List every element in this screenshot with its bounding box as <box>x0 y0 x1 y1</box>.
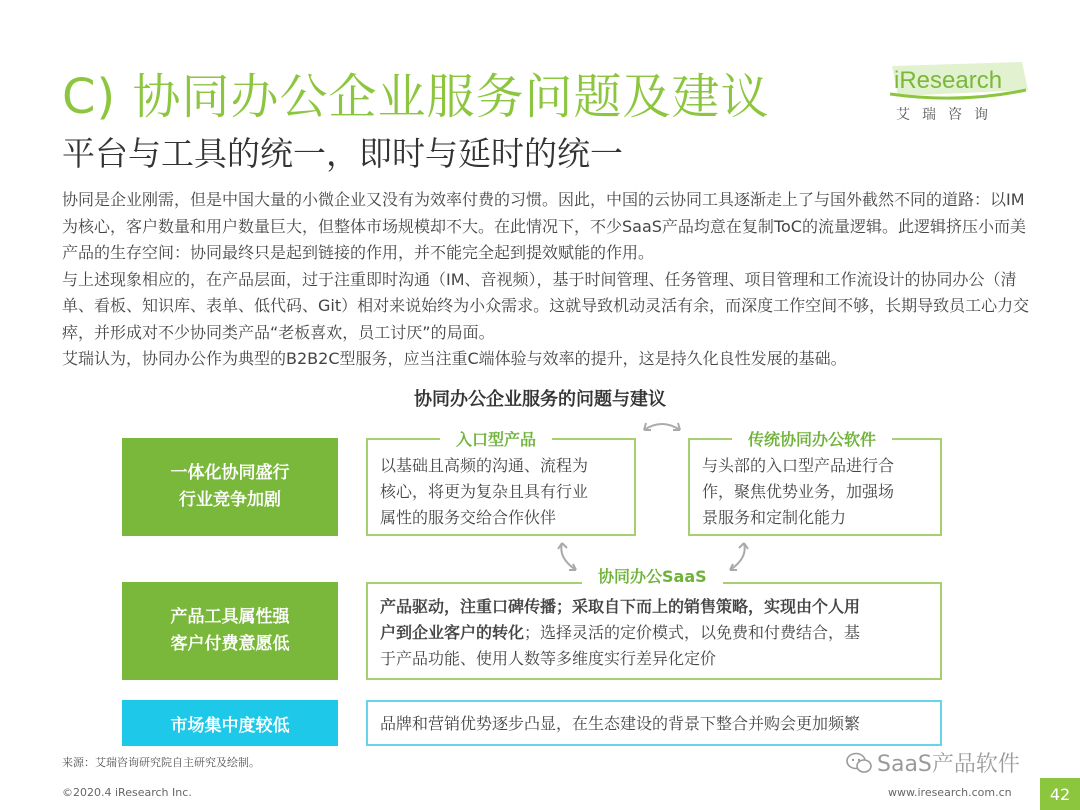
iresearch-logo <box>890 60 1030 124</box>
logo-brand-text: iResearch <box>894 67 1003 94</box>
text-line: 以基础且高频的沟通、流程为 <box>380 456 589 475</box>
market-frame <box>366 700 942 746</box>
saas-text <box>380 594 930 672</box>
problem-line: 产品工具属性强 <box>170 607 290 627</box>
problem-box-integration <box>122 438 338 536</box>
text-line: 与头部的入口型产品进行合 <box>702 456 895 475</box>
problem-line: 客户付费意愿低 <box>170 634 290 654</box>
paragraph: 艾瑞认为，协同办公作为典型的B2B2C型服务，应当注重C端体验与效率的提升，这是持久化良性发展的基础。 <box>62 349 847 368</box>
right-curved-arrow-icon <box>722 540 752 574</box>
saas-bold-text: 产品驱动，注重口碑传播；采取自下而上的销售策略，实现由个人用 <box>380 597 861 616</box>
problem-line: 行业竞争加剧 <box>179 490 281 510</box>
saas-bold-text: 户到企业客户的转化 <box>380 623 525 642</box>
watermark-text: SaaS产品软件 <box>877 752 1020 777</box>
text-line: 于产品功能、使用人数等多维度实行差异化定价 <box>380 649 717 668</box>
watermark <box>845 747 1020 778</box>
swap-arrow-icon <box>640 416 684 438</box>
traditional-software-label: 传统协同办公软件 <box>732 427 892 450</box>
copyright: ©2020.4 iResearch Inc. <box>62 786 192 799</box>
text-line: 景服务和定制化能力 <box>702 508 847 527</box>
text-line: 作，聚焦优势业务，加强场 <box>702 482 895 501</box>
problem-line: 市场集中度较低 <box>170 715 290 736</box>
entry-product-frame <box>366 430 636 536</box>
chat-bubble-icon <box>845 751 873 775</box>
market-text: 品牌和营销优势逐步凸显，在生态建设的背景下整合并购会更加频繁 <box>380 714 861 733</box>
saas-frame <box>366 582 942 680</box>
logo-mark <box>890 60 1030 100</box>
website-url: www.iresearch.com.cn <box>888 786 1012 799</box>
page-subtitle: 平台与工具的统一，即时与延时的统一 <box>62 134 623 173</box>
problem-box-market <box>122 700 338 746</box>
problem-box-tool-attribute <box>122 582 338 680</box>
paragraph: 与上述现象相应的，在产品层面，过于注重即时沟通（IM、音视频），基于时间管理、任务管理、项目管理和工作流设计的协同办公（清单、看板、知识库、表单、低代码、Git）相对来说始终为小众需求。这就导致机动灵活有余，而深度工作空间不够，长期导致员工心力交瘁，并形成对不少协同类产品“老板喜欢，员工讨厌”的局面。 <box>62 269 1030 342</box>
entry-product-label: 入口型产品 <box>440 427 552 450</box>
page-title: C) 协同办公企业服务问题及建议 <box>62 69 770 125</box>
logo-subtext: 艾瑞咨询 <box>896 107 1000 123</box>
intro-text <box>62 187 1030 373</box>
page-number: 42 <box>1040 778 1080 810</box>
paragraph: 协同是企业刚需，但是中国大量的小微企业又没有为效率付费的习惯。因此，中国的云协同工具逐渐走上了与国外截然不同的道路：以IM为核心，客户数量和用户数量巨大，但整体市场规模却不大。在此情况下，不少SaaS产品均意在复制ToC的流量逻辑。此逻辑挤压小而美产品的生存空间：协同最终只是起到链接的作用，并不能完全起到提效赋能的作用。 <box>62 190 1026 262</box>
problem-line: 一体化协同盛行 <box>170 463 290 483</box>
text-line: 属性的服务交给合作伙伴 <box>380 508 557 527</box>
saas-label: 协同办公SaaS <box>582 564 723 587</box>
entry-product-text <box>380 453 588 531</box>
saas-text-rest: ；选择灵活的定价模式，以免费和付费结合，基 <box>524 623 861 642</box>
diagram-title: 协同办公企业服务的问题与建议 <box>414 389 666 410</box>
text-line: 核心，将更为复杂且具有行业 <box>380 482 589 501</box>
traditional-software-text <box>702 453 894 531</box>
source-note: 来源：艾瑞咨询研究院自主研究及绘制。 <box>62 756 260 769</box>
traditional-software-frame <box>688 430 942 536</box>
left-curved-arrow-icon <box>554 540 584 574</box>
